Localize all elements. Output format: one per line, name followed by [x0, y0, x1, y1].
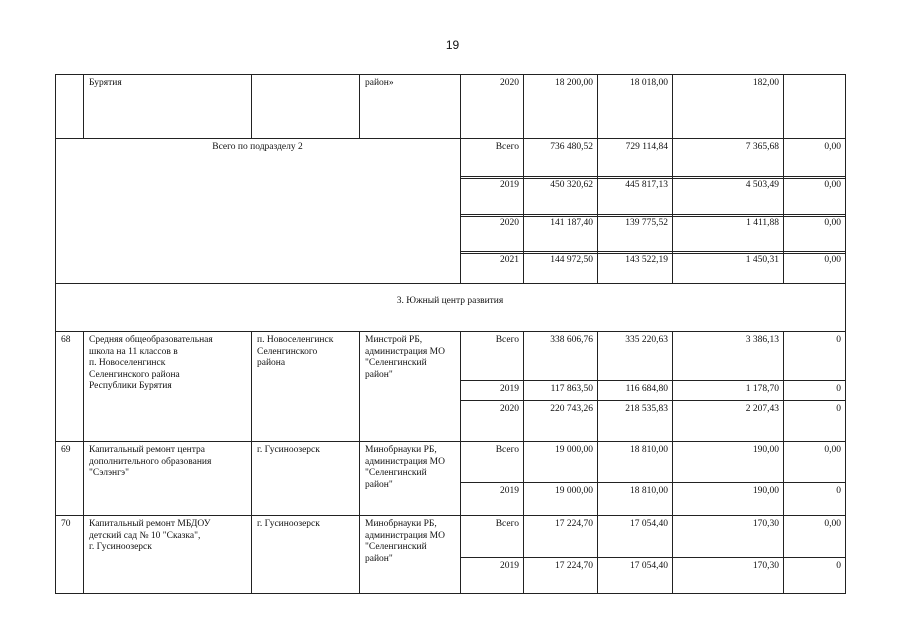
- year-cell: 2019: [500, 486, 519, 496]
- item-place: г. Гусиноозерск: [257, 445, 320, 455]
- amount-cell: 729 114,84: [625, 142, 668, 152]
- column-rule: [672, 515, 673, 594]
- column-rule: [359, 74, 360, 139]
- item-organization: Минстрой РБ, администрация МО "Селенгинский район": [365, 335, 445, 380]
- column-rule: [597, 74, 598, 139]
- column-rule: [55, 74, 56, 139]
- column-rule: [783, 331, 784, 442]
- year-cell: 2019: [500, 180, 519, 190]
- total-cell: 18 200,00: [555, 78, 593, 88]
- year-cell: 2019: [500, 384, 519, 394]
- row-rule: [55, 283, 846, 284]
- year-cell: 2020: [500, 404, 519, 414]
- subtotal-label: Всего по подразделу 2: [212, 142, 303, 152]
- continued-name: Бурятия: [89, 78, 122, 88]
- row-rule: [460, 557, 846, 558]
- row-rule: [460, 216, 846, 217]
- column-rule: [783, 74, 784, 139]
- column-rule: [55, 138, 56, 284]
- amount-cell: 2 207,43: [745, 404, 779, 414]
- item-organization: Минобрнауки РБ, администрация МО "Селенгинский район": [365, 445, 445, 490]
- column-rule: [523, 74, 524, 139]
- row-rule: [55, 138, 846, 139]
- column-rule: [460, 138, 461, 284]
- amount-cell: 0: [836, 384, 841, 394]
- amount-cell: 190,00: [752, 486, 779, 496]
- column-rule: [523, 138, 524, 284]
- column-rule: [845, 331, 846, 442]
- row-rule: [55, 331, 846, 332]
- amount-cell: 18 810,00: [630, 445, 668, 455]
- row-rule: [55, 515, 846, 516]
- row-rule: [460, 380, 846, 381]
- column-rule: [845, 515, 846, 594]
- column-rule: [523, 515, 524, 594]
- column-rule: [672, 74, 673, 139]
- item-number: 70: [61, 519, 71, 529]
- amount-cell: 1 450,31: [745, 255, 779, 265]
- year-cell: 2019: [500, 561, 519, 571]
- column-rule: [783, 138, 784, 284]
- year-cell: Всего: [495, 445, 519, 455]
- amount-cell: 116 684,80: [625, 384, 668, 394]
- total-cell: 17 224,70: [555, 561, 593, 571]
- item-number: 68: [61, 335, 71, 345]
- item-name: Капитальный ремонт центра дополнительного образования "Сэлэнгэ": [89, 445, 212, 478]
- row-rule: [460, 482, 846, 483]
- amount-cell: 0,00: [824, 218, 841, 228]
- item-name: Капитальный ремонт МБДОУ детский сад № 10 "Сказка", г. Гусиноозерск: [89, 519, 211, 552]
- column-rule: [460, 74, 461, 139]
- page-number: 19: [445, 38, 460, 52]
- amount-cell: 17 054,40: [630, 561, 668, 571]
- amount-cell: 0,00: [824, 142, 841, 152]
- amount-cell: 17 054,40: [630, 519, 668, 529]
- amount-cell: 139 775,52: [625, 218, 668, 228]
- amount-cell: 1 178,70: [745, 384, 779, 394]
- row-rule: [460, 251, 846, 252]
- item-place: п. Новоселенгинск Селенгинского района: [257, 335, 334, 368]
- amount-cell: 170,30: [752, 561, 779, 571]
- amount-cell: 18 810,00: [630, 486, 668, 496]
- amount-cell: 0,00: [824, 255, 841, 265]
- amount-cell: 0: [836, 335, 841, 345]
- total-cell: 19 000,00: [555, 445, 593, 455]
- amount-cell: 170,30: [752, 519, 779, 529]
- amount-cell: 445 817,13: [625, 180, 668, 190]
- amount-cell: 3 386,13: [745, 335, 779, 345]
- column-rule: [523, 441, 524, 516]
- total-cell: 19 000,00: [555, 486, 593, 496]
- item-place: г. Гусиноозерск: [257, 519, 320, 529]
- column-rule: [597, 331, 598, 442]
- column-rule: [55, 441, 56, 516]
- amount-cell: 0,00: [824, 519, 841, 529]
- amount-cell: 218 535,83: [625, 404, 668, 414]
- row-rule: [460, 253, 846, 254]
- amount-cell: 335 220,63: [625, 335, 668, 345]
- column-rule: [845, 441, 846, 516]
- column-rule: [597, 138, 598, 284]
- year-cell: 2021: [500, 255, 519, 265]
- column-rule: [783, 441, 784, 516]
- amount-cell: 0: [836, 404, 841, 414]
- total-cell: 141 187,40: [550, 218, 593, 228]
- amount-cell: 7 365,68: [745, 142, 779, 152]
- column-rule: [55, 283, 56, 332]
- continued-org: район»: [365, 78, 394, 88]
- amount-cell: 18 018,00: [630, 78, 668, 88]
- total-cell: 450 320,62: [550, 180, 593, 190]
- amount-cell: 0,00: [824, 180, 841, 190]
- column-rule: [55, 331, 56, 442]
- amount-cell: 182,00: [752, 78, 779, 88]
- amount-cell: 0,00: [824, 445, 841, 455]
- amount-cell: 0: [836, 561, 841, 571]
- year-cell: Всего: [495, 142, 519, 152]
- column-rule: [83, 331, 84, 442]
- column-rule: [845, 283, 846, 332]
- column-rule: [783, 515, 784, 594]
- item-name: Средняя общеобразовательная школа на 11 классов в п. Новоселенгинск Селенгинского района Республики Бурятия: [89, 335, 213, 391]
- column-rule: [55, 515, 56, 594]
- column-rule: [672, 331, 673, 442]
- total-cell: 17 224,70: [555, 519, 593, 529]
- row-rule: [55, 74, 846, 75]
- amount-cell: 143 522,19: [625, 255, 668, 265]
- amount-cell: 1 411,88: [746, 218, 779, 228]
- total-cell: 736 480,52: [550, 142, 593, 152]
- column-rule: [83, 74, 84, 139]
- year-cell: 2020: [500, 218, 519, 228]
- column-rule: [597, 515, 598, 594]
- amount-cell: 190,00: [752, 445, 779, 455]
- row-rule: [460, 178, 846, 179]
- row-rule: [460, 400, 846, 401]
- row-rule: [460, 214, 846, 215]
- column-rule: [672, 138, 673, 284]
- item-number: 69: [61, 445, 71, 455]
- row-rule: [460, 176, 846, 177]
- year-cell: 2020: [500, 78, 519, 88]
- year-cell: Всего: [495, 335, 519, 345]
- item-organization: Минобрнауки РБ, администрация МО "Селенгинский район": [365, 519, 445, 564]
- column-rule: [845, 74, 846, 139]
- row-rule: [55, 441, 846, 442]
- total-cell: 117 863,50: [550, 384, 593, 394]
- total-cell: 144 972,50: [550, 255, 593, 265]
- amount-cell: 4 503,49: [745, 180, 779, 190]
- total-cell: 220 743,26: [550, 404, 593, 414]
- column-rule: [672, 441, 673, 516]
- column-rule: [523, 331, 524, 442]
- row-rule: [55, 593, 846, 594]
- amount-cell: 0: [836, 486, 841, 496]
- total-cell: 338 606,76: [550, 335, 593, 345]
- year-cell: Всего: [495, 519, 519, 529]
- column-rule: [845, 138, 846, 284]
- section-header: 3. Южный центр развития: [396, 296, 504, 306]
- column-rule: [251, 74, 252, 139]
- column-rule: [597, 441, 598, 516]
